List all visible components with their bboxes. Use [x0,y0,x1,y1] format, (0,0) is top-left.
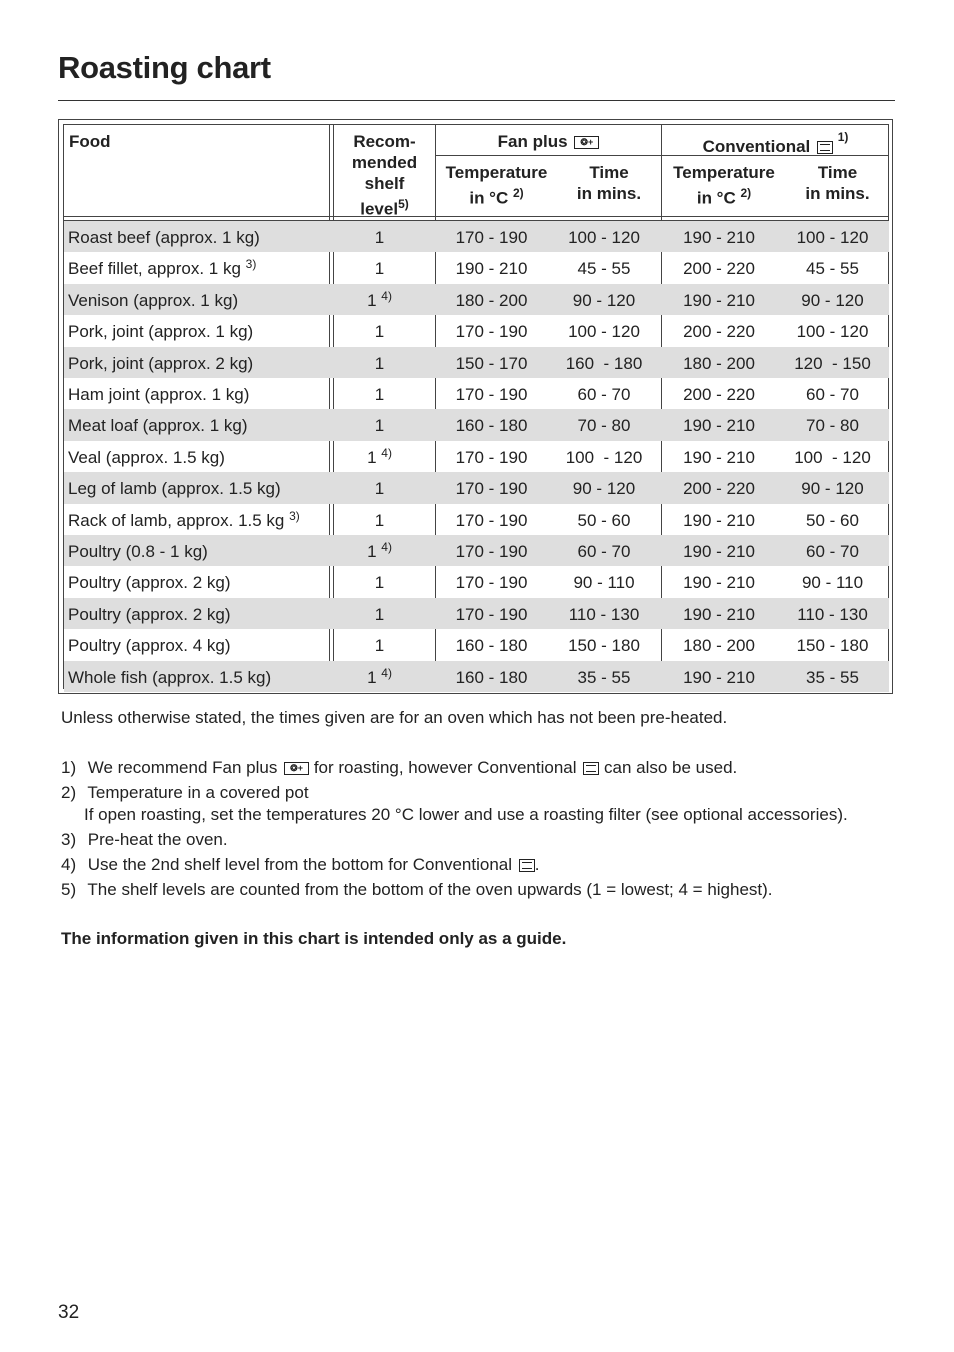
footnote-ref: 4) [381,445,392,460]
footnote-3: 3) Pre-heat the oven. [61,830,228,849]
cell-food: Poultry (approx. 4 kg) [68,636,231,656]
cell-fan-temp: 180 - 200 [455,290,528,310]
cell-conv-temp: 200 - 220 [683,259,755,279]
preheat-note: Unless otherwise stated, the times given are for an oven which has not been pre-heated. [61,708,728,727]
cell-fan-time: 110 - 130 [568,604,640,624]
cell-fan-time: 90 - 110 [573,573,635,593]
cell-food: Venison (approx. 1 kg) [68,290,239,310]
conventional-header: Conventional $^{1)}$ [702,130,849,156]
cell-shelf: 1 [374,322,385,342]
cell-fan-temp: 190 - 210 [455,259,528,279]
footnote-2-continuation: If open roasting, set the temperatures 20 °C lower and use a roasting filter (see optional accessories). [84,805,848,824]
guide-disclaimer: The information given in this chart is intended only as a guide. [61,929,567,948]
cell-fan-time: 100 - 120 [565,447,643,467]
cell-fan-temp: 160 - 180 [455,636,528,656]
footnote-ref: 4) [381,665,392,680]
cell-fan-time: 50 - 60 [577,510,631,530]
footnote-ref: 4) [381,288,392,303]
footnote-ref: 4) [381,540,392,554]
table-row [64,284,889,315]
table-row [64,315,889,346]
conventional-heat-icon [583,762,599,775]
cell-shelf: 1 $^{4)}$ [367,665,392,687]
table-row [64,221,889,252]
table-row [64,535,889,566]
cell-shelf: 1 [374,479,385,499]
cell-shelf: 1 [374,510,385,530]
cell-fan-temp: 170 - 190 [455,447,528,467]
cell-shelf: 1 [374,416,385,436]
cell-fan-temp: 170 - 190 [455,542,528,561]
cell-conv-time: 150 - 180 [796,636,869,656]
cell-fan-time: 100 - 120 [568,322,640,342]
cell-fan-time: 60 - 70 [577,542,631,561]
cell-fan-time: 90 - 120 [572,479,636,499]
roasting-table [58,119,893,694]
footnote-5: 5) The shelf levels are counted from the bottom of the oven upwards (1 = lowest; 4 = highest). [61,880,773,899]
cell-food: Poultry (approx. 2 kg) [68,573,231,593]
footnote-ref: 3) [245,257,257,272]
cell-shelf: 1 [374,228,385,247]
cell-shelf: 1 [374,353,385,373]
cell-fan-time: 60 - 70 [577,385,631,404]
cell-food: Ham joint (approx. 1 kg) [68,385,250,404]
cell-conv-time: 120 - 150 [794,353,871,373]
cell-fan-time: 160 - 180 [565,353,643,373]
cell-fan-temp: 170 - 190 [455,573,528,593]
cell-food: Poultry (approx. 2 kg) [68,604,231,624]
cell-food: Beef fillet, approx. 1 kg $^{3)}$ [68,257,257,279]
footnote-1: 1) We recommend Fan plus ❂+ for roasting, however Conventional can also be used. [61,758,738,777]
table-row [64,566,889,597]
title-divider [58,100,895,101]
cell-shelf: 1 $^{4)}$ [367,540,392,561]
table-row [64,441,889,472]
cell-shelf: 1 [374,604,385,624]
cell-fan-temp: 170 - 190 [455,604,528,624]
cell-shelf: 1 [374,573,385,593]
cell-conv-temp: 200 - 220 [683,385,755,404]
cell-shelf: 1 [374,636,385,656]
cell-food: Leg of lamb (approx. 1.5 kg) [68,479,281,499]
cell-food: Roast beef (approx. 1 kg) [68,228,260,247]
conventional-heat-icon [519,859,535,872]
cell-conv-time: 60 - 70 [806,542,859,561]
food-header: Food [69,132,111,151]
page-number: 32 [58,1302,80,1323]
cell-conv-temp: 190 - 210 [683,510,755,530]
cell-conv-time: 60 - 70 [806,385,859,404]
header-divider [64,216,889,217]
cell-shelf: 1 [374,259,385,279]
cell-conv-time: 50 - 60 [806,510,859,530]
cell-conv-time: 35 - 55 [806,667,859,687]
cell-conv-time: 70 - 80 [806,416,859,436]
cell-conv-temp: 200 - 220 [683,322,755,342]
table-row [64,347,889,378]
cell-conv-temp: 190 - 210 [683,573,755,593]
table-row [64,409,889,440]
fan-plus-icon: ❂+ [574,136,599,149]
cell-food: Veal (approx. 1.5 kg) [68,447,225,467]
table-top-inner [64,124,889,125]
table-row [64,504,889,535]
footnote-ref: 3) [289,508,300,523]
cell-fan-temp: 170 - 190 [455,385,528,404]
cell-fan-temp: 150 - 170 [455,353,528,373]
fan-plus-header: Fan plus ❂+ [436,131,661,152]
cell-conv-time: 110 - 130 [797,604,868,624]
cell-fan-time: 35 - 55 [577,667,631,687]
cell-fan-time: 150 - 180 [568,636,640,656]
footnote-4: 4) Use the 2nd shelf level from the bottom for Conventional . [61,855,540,874]
cell-fan-temp: 170 - 190 [455,510,528,530]
cell-conv-temp: 190 - 210 [683,542,755,561]
cell-conv-time: 90 - 120 [801,479,864,499]
cell-conv-temp: 190 - 210 [683,290,755,310]
cell-conv-time: 100 - 120 [794,447,871,467]
cell-shelf: 1 $^{4)}$ [367,288,392,310]
cell-conv-temp: 180 - 200 [683,353,755,373]
table-row [64,629,889,660]
cell-conv-temp: 190 - 210 [683,416,755,436]
header-group-divider [436,155,889,156]
cell-conv-time: 100 - 120 [796,228,869,247]
cell-conv-temp: 190 - 210 [683,604,755,624]
cell-shelf: 1 $^{4)}$ [367,445,392,467]
cell-food: Meat loaf (approx. 1 kg) [68,416,248,436]
conventional-heat-icon [817,141,833,154]
table-row [64,598,889,629]
page-title: Roasting chart [58,50,271,85]
cell-conv-time: 90 - 110 [801,573,864,593]
table-row [64,472,889,503]
cell-food: Pork, joint (approx. 2 kg) [68,353,254,373]
cell-fan-temp: 160 - 180 [455,416,528,436]
cell-conv-temp: 190 - 210 [683,667,755,687]
cell-shelf: 1 [374,385,385,404]
cell-fan-time: 100 - 120 [568,228,640,247]
fan-time-header: Time in mins. [576,163,642,203]
cell-fan-temp: 170 - 190 [455,322,528,342]
cell-food: Whole fish (approx. 1.5 kg) [68,667,272,687]
fan-plus-icon: ❂+ [284,762,309,775]
conv-time-header: Time in mins. [805,163,870,203]
cell-fan-temp: 170 - 190 [455,228,528,247]
footnote-2: 2) Temperature in a covered pot [61,783,309,802]
cell-food: Pork, joint (approx. 1 kg) [68,322,254,342]
cell-conv-temp: 180 - 200 [683,636,755,656]
cell-conv-time: 100 - 120 [796,322,869,342]
cell-fan-time: 45 - 55 [577,259,631,279]
conv-temperature-header: Temperature in °C $^{2)}$ [673,163,775,208]
cell-conv-temp: 190 - 210 [683,447,755,467]
cell-conv-time: 45 - 55 [806,259,859,279]
cell-fan-time: 70 - 80 [577,416,631,436]
cell-fan-temp: 170 - 190 [455,479,528,499]
table-row [64,661,889,692]
cell-food: Rack of lamb, approx. 1.5 kg $^{3)}$ [68,508,300,530]
cell-conv-temp: 190 - 210 [683,228,755,247]
cell-food: Poultry (0.8 - 1 kg) [68,542,208,561]
cell-conv-time: 90 - 120 [801,290,864,310]
fan-temperature-header: Temperature in °C $^{2)}$ [445,163,548,208]
shelf-header: Recom- mended shelf level$^{5)}$ [351,132,418,219]
cell-fan-time: 90 - 120 [572,290,636,310]
cell-fan-temp: 160 - 180 [455,667,528,687]
cell-conv-temp: 200 - 220 [683,479,755,499]
table-row [64,378,889,409]
table-row [64,252,889,283]
